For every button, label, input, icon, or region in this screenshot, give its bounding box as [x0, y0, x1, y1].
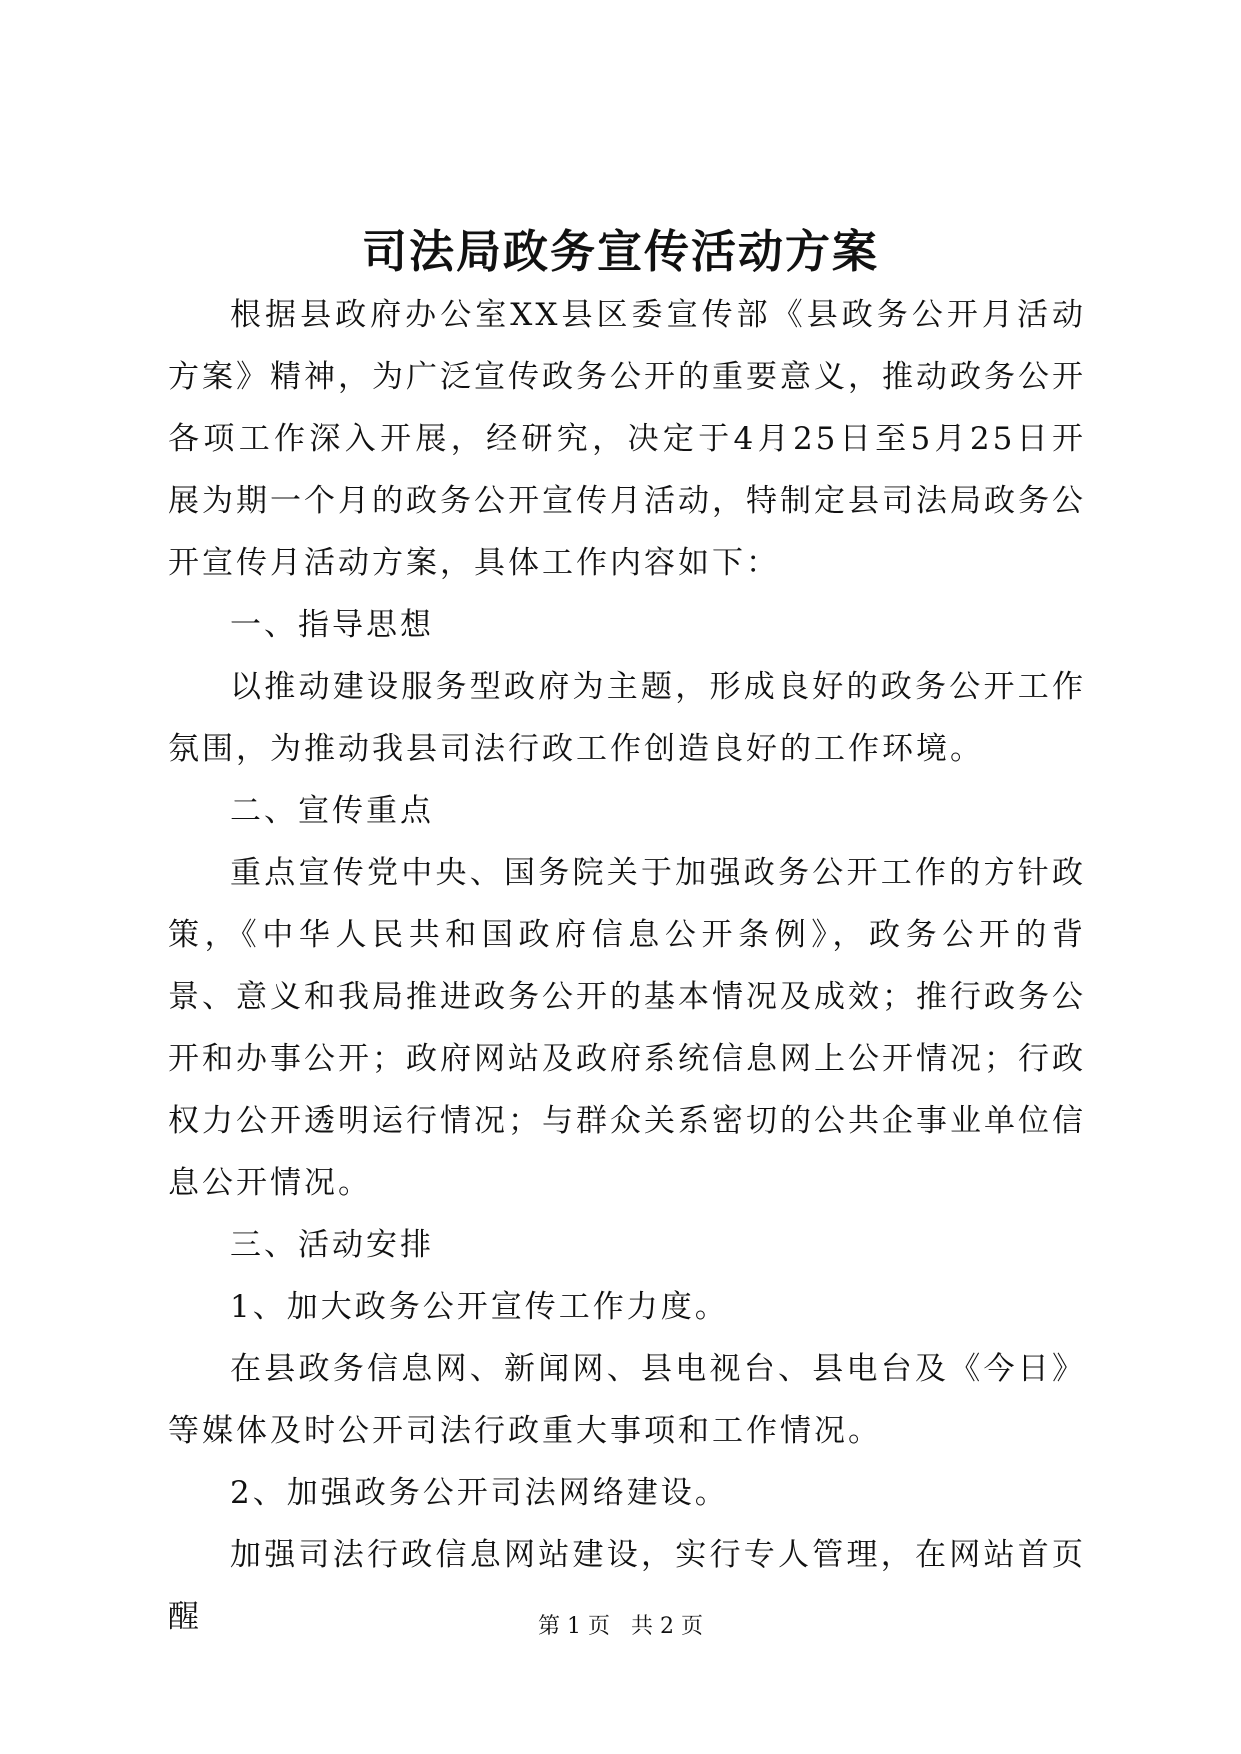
section-heading-guiding-ideology: 一、指导思想: [230, 607, 434, 643]
document-title: 司法局政务宣传活动方案: [361, 225, 879, 278]
subheading-item-1: 1、加大政务公开宣传工作力度。: [230, 1289, 729, 1325]
section-heading-publicity-focus: 二、宣传重点: [230, 793, 434, 829]
paragraph-publicity-focus: 重点宣传党中央、国务院关于加强政务公开工作的方针政策，《中华人民共和国政府信息公开条例》，政务公开的背景、意义和我局推进政务公开的基本情况及成效；推行政务公开和办事公开；政府网站及政府系统信息网上公开情况；行政权力公开透明运行情况；与群众关系密切的公共企事业单位信息公开情况。: [168, 855, 1086, 1201]
document-body: [168, 284, 1086, 1648]
paragraph-item-2: 加强司法行政信息网站建设，实行专人管理，在网站首页醒: [168, 1537, 1086, 1635]
page-footer: [0, 1612, 1241, 1642]
paragraph-item-1: 在县政务信息网、新闻网、县电视台、县电台及《今日》等媒体及时公开司法行政重大事项和工作情况。: [168, 1351, 1086, 1449]
paragraph-intro: 根据县政府办公室XX县区委宣传部《县政务公开月活动方案》精神，为广泛宣传政务公开的重要意义，推动政务公开各项工作深入开展，经研究，决定于4月25日至5月25日开展为期一个月的政务公开宣传月活动，特制定县司法局政务公开宣传月活动方案，具体工作内容如下：: [168, 297, 1086, 581]
page-number-label: 第 1 页 共 2 页: [538, 1614, 703, 1639]
section-heading-activity-arrangement: 三、活动安排: [230, 1227, 434, 1263]
subheading-item-2: 2、加强政务公开司法网络建设。: [230, 1475, 729, 1511]
paragraph-guiding-ideology: 以推动建设服务型政府为主题，形成良好的政务公开工作氛围，为推动我县司法行政工作创造良好的工作环境。: [168, 669, 1086, 767]
